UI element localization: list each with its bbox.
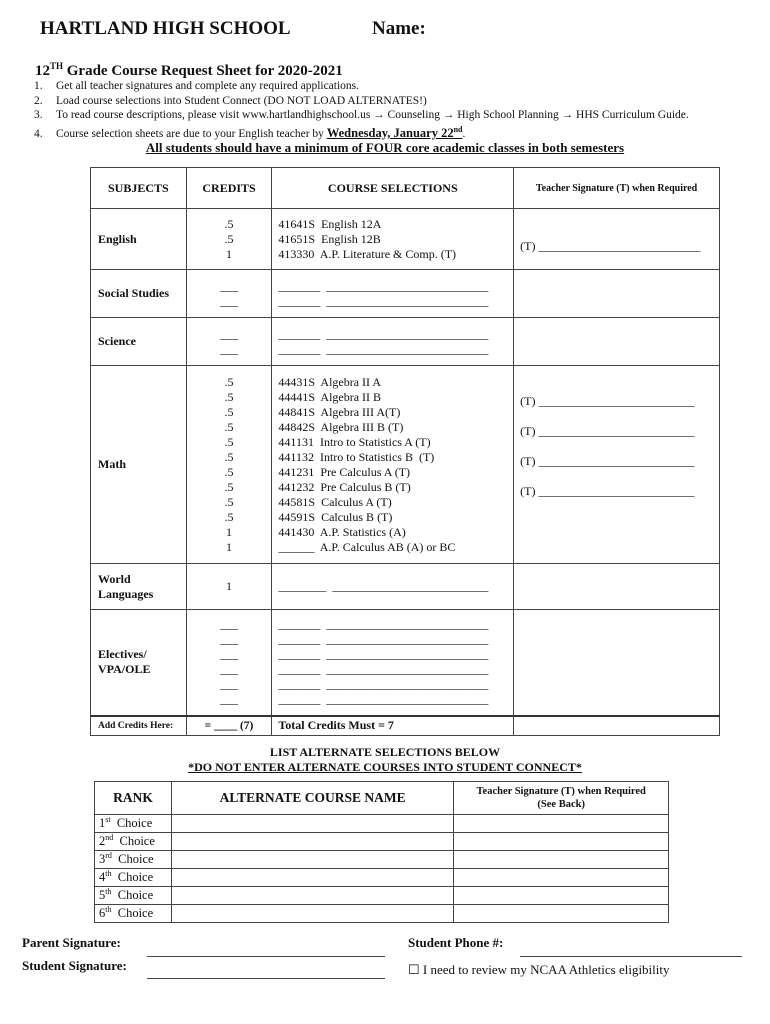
signature-cell[interactable]	[514, 610, 720, 716]
subject-cell: Social Studies	[91, 270, 187, 318]
signature-cell[interactable]	[514, 270, 720, 318]
selections-cell[interactable]: _______ ___________________________ _______ ___________________________	[272, 270, 514, 318]
subject-cell: Electives/ VPA/OLE	[91, 610, 187, 716]
instruction-item: 4. Course selection sheets are due to your English teacher by Wednesday, January 22nd.	[34, 124, 466, 140]
alt-signature-field[interactable]	[454, 869, 669, 887]
selections-cell[interactable]: 44431S Algebra II A 44441S Algebra II B 44841S Algebra III A(T) 44842S Algebra III B (T) 441131 Intro to Statistics A (T) 441132 Intro to Statistics B (T) 441231 Pre Calculus A (T) 441232 Pre Calculus B (T) 44581S Calculus A (T) 44591S Calculus B (T) 441430 A.P. Statistics (A) ______ A.P. Calculus AB (A) or BC	[272, 366, 514, 564]
student-signature-line[interactable]	[147, 978, 385, 979]
course-selection-table	[90, 167, 720, 736]
subject-cell: Science	[91, 318, 187, 366]
table-row-world-languages	[91, 564, 720, 610]
table-header-row	[91, 168, 720, 209]
table-row-science	[91, 318, 720, 366]
alternate-row	[95, 851, 669, 869]
student-phone-label: Student Phone #:	[408, 935, 504, 950]
signature-cell[interactable]	[514, 318, 720, 366]
core-classes-notice: All students should have a minimum of FOUR core academic classes in both semesters	[145, 140, 625, 155]
rank-header: RANK	[95, 782, 172, 815]
alternate-row	[95, 833, 669, 851]
table-row-math	[91, 366, 720, 564]
credits-cell[interactable]: .5 .5 1	[186, 209, 272, 270]
table-row-english	[91, 209, 720, 270]
parent-signature-label: Parent Signature:	[22, 935, 121, 950]
alternates-warning: *DO NOT ENTER ALTERNATE COURSES INTO STUDENT CONNECT*	[188, 760, 582, 774]
alternates-table	[94, 781, 669, 923]
selections-header: COURSE SELECTIONS	[272, 168, 514, 209]
signature-header: Teacher Signature (T) when Required	[514, 168, 720, 209]
table-row-electives	[91, 610, 720, 716]
alt-signature-field[interactable]	[454, 815, 669, 833]
alt-signature-field[interactable]	[454, 887, 669, 905]
rank-cell: 3rd Choice	[95, 851, 172, 869]
credits-cell[interactable]: .5 .5 .5 .5 .5 .5 .5 .5 .5 .5 1 1	[186, 366, 272, 564]
ncaa-checkbox[interactable]: ☐ I need to review my NCAA Athletics eligibility	[408, 962, 670, 977]
total-credits-note: Total Credits Must = 7	[272, 716, 514, 736]
credits-cell[interactable]: ___ ___	[186, 270, 272, 318]
alt-course-field[interactable]	[171, 851, 454, 869]
subject-cell: Math	[91, 366, 187, 564]
credits-cell[interactable]: ___ ___ ___ ___ ___ ___	[186, 610, 272, 716]
school-name: HARTLAND HIGH SCHOOL	[40, 18, 291, 39]
selections-cell[interactable]: 41641S English 12A 41651S English 12B 413330 A.P. Literature & Comp. (T)	[272, 209, 514, 270]
name-label: Name:	[372, 18, 426, 39]
alt-course-header: ALTERNATE COURSE NAME	[171, 782, 454, 815]
alternate-row	[95, 887, 669, 905]
subject-cell: English	[91, 209, 187, 270]
alt-signature-field[interactable]	[454, 833, 669, 851]
rank-cell: 5th Choice	[95, 887, 172, 905]
instruction-item: 1. Get all teacher signatures and complete any required applications.	[34, 80, 360, 92]
alt-signature-header: Teacher Signature (T) when Required (See Back)	[454, 782, 669, 815]
signature-cell[interactable]: (T) ___________________________	[514, 209, 720, 270]
credits-header: CREDITS	[186, 168, 272, 209]
total-credits-row	[91, 716, 720, 736]
add-credits-label: Add Credits Here:	[91, 716, 187, 736]
alternate-row	[95, 815, 669, 833]
instructions-list	[34, 79, 689, 142]
credits-cell[interactable]: ___ ___	[186, 318, 272, 366]
alt-course-field[interactable]	[171, 815, 454, 833]
student-signature-label: Student Signature:	[22, 958, 127, 973]
selections-cell[interactable]: _______ ___________________________ _______ ___________________________ _______ ___________________________ _______ ___________________________ _______ ___________________________ _______ ___________________________	[272, 610, 514, 716]
alt-course-field[interactable]	[171, 833, 454, 851]
alt-signature-field[interactable]	[454, 905, 669, 923]
alt-course-field[interactable]	[171, 887, 454, 905]
subject-cell: World Languages	[91, 564, 187, 610]
alternates-title: LIST ALTERNATE SELECTIONS BELOW	[269, 745, 501, 759]
signature-cell[interactable]: (T) __________________________ (T) __________________________ (T) __________________________ (T) __________________________	[514, 366, 720, 564]
credits-sum-field[interactable]: = ____ (7)	[186, 716, 272, 736]
instruction-item: 3. To read course descriptions, please visit www.hartlandhighschool.us → Counseling → High School Planning → HHS Curriculum Guide.	[34, 109, 689, 122]
alt-signature-field[interactable]	[454, 851, 669, 869]
form-title: 12TH Grade Course Request Sheet for 2020-2021	[35, 61, 343, 79]
selections-cell[interactable]: ________ __________________________	[272, 564, 514, 610]
due-date: Wednesday, January 22nd	[326, 124, 463, 140]
credits-cell[interactable]: 1	[186, 564, 272, 610]
rank-cell: 6th Choice	[95, 905, 172, 923]
rank-cell: 1st Choice	[95, 815, 172, 833]
alt-course-field[interactable]	[171, 905, 454, 923]
rank-cell: 4th Choice	[95, 869, 172, 887]
rank-cell: 2nd Choice	[95, 833, 172, 851]
alternates-header-row	[95, 782, 669, 815]
alternate-row	[95, 905, 669, 923]
alt-course-field[interactable]	[171, 869, 454, 887]
student-phone-line[interactable]	[520, 956, 742, 957]
instruction-item: 2. Load course selections into Student Connect (DO NOT LOAD ALTERNATES!)	[34, 94, 427, 107]
total-blank-cell	[514, 716, 720, 736]
signature-cell[interactable]	[514, 564, 720, 610]
subjects-header: SUBJECTS	[91, 168, 187, 209]
parent-signature-line[interactable]	[147, 956, 385, 957]
alternate-row	[95, 869, 669, 887]
selections-cell[interactable]: _______ ___________________________ _______ ___________________________	[272, 318, 514, 366]
table-row-social-studies	[91, 270, 720, 318]
